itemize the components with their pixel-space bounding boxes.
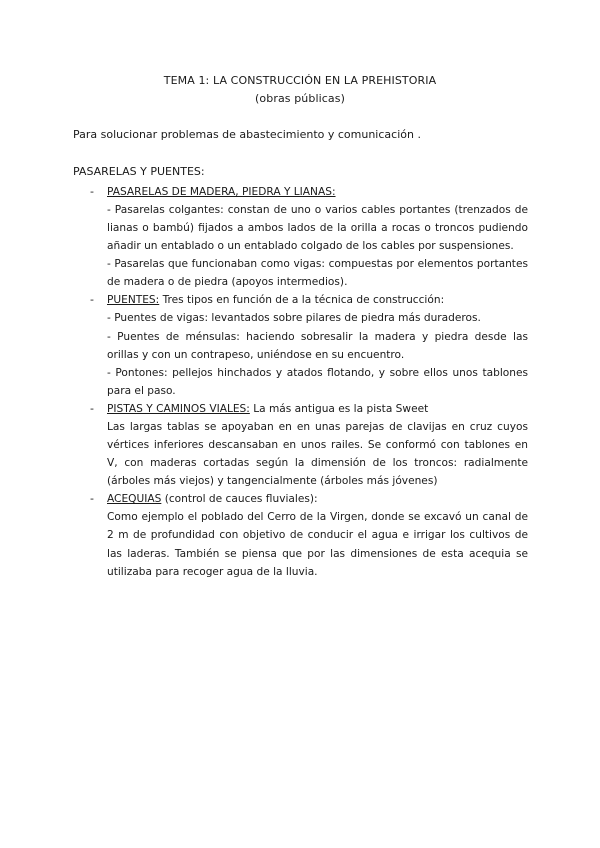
- list-item-pistas: [90, 400, 528, 490]
- list-item-pasarelas: [90, 183, 528, 291]
- list-item-acequias: [90, 490, 528, 580]
- item-paragraph: - Pontones: pellejos hinchados y atados flotando, y sobre ellos unos tablones para el paso.: [107, 366, 528, 397]
- item-heading: [107, 400, 528, 418]
- list-item-puentes: [90, 291, 528, 399]
- item-paragraph: - Puentes de vigas: levantados sobre pilares de piedra más duraderos.: [107, 312, 481, 325]
- dash-bullet-icon: -: [90, 401, 94, 415]
- item-heading-underlined: PUENTES:: [107, 294, 160, 307]
- item-heading: [107, 490, 528, 508]
- item-heading-rest: La más antigua es la pista Sweet: [249, 402, 429, 415]
- intro-paragraph: Para solucionar problemas de abastecimiento y comunicación .: [73, 128, 421, 141]
- item-paragraph: - Puentes de ménsulas: haciendo sobresalir la madera y piedra desde las orillas y con un contrapeso, uniéndose en su encuentro.: [107, 330, 528, 361]
- topic-list: [90, 183, 528, 581]
- item-paragraph: Las largas tablas se apoyaban en en unas parejas de clavijas en cruz cuyos vértices inferiores descansaban en unos railes. Se conformó con tablones en V, con maderas cortadas según la dimensión de los troncos: radialmente (árboles más viejos) y tangencialmente (árboles más jóvenes): [107, 420, 528, 488]
- item-paragraph: - Pasarelas colgantes: constan de uno o varios cables portantes (trenzados de lianas o bambú) fijados a ambos lados de la orilla a rocas o troncos pudiendo añadir un entablado o un entablado colgado de los cables por suspensiones.: [107, 204, 528, 253]
- dash-bullet-icon: -: [90, 293, 94, 307]
- item-paragraph: - Pasarelas que funcionaban como vigas: compuestas por elementos portantes de madera o de piedra (apoyos intermedios).: [107, 258, 528, 289]
- item-heading-underlined: ACEQUIAS: [107, 493, 162, 506]
- item-heading-underlined: PISTAS Y CAMINOS VIALES:: [107, 402, 250, 415]
- item-heading-rest: Tres tipos en función de a la técnica de construcción:: [159, 294, 445, 307]
- dash-bullet-icon: -: [90, 492, 94, 506]
- item-heading-rest: (control de cauces fluviales):: [161, 493, 318, 506]
- section-heading: PASARELAS Y PUENTES:: [73, 165, 205, 178]
- item-heading: [107, 183, 528, 201]
- document-subtitle: (obras públicas): [255, 92, 345, 105]
- item-heading-underlined: PASARELAS DE MADERA, PIEDRA Y LIANAS:: [107, 186, 336, 198]
- dash-bullet-icon: -: [90, 185, 94, 198]
- document-title: TEMA 1: LA CONSTRUCCIÓN EN LA PREHISTORIA: [163, 74, 437, 87]
- item-heading: [107, 291, 528, 309]
- item-paragraph: Como ejemplo el poblado del Cerro de la Virgen, donde se excavó un canal de 2 m de profundidad con objetivo de conducir el agua e irrigar los cultivos de las laderas. También se piensa que por las dimensiones de esta acequia se utilizaba para recoger agua de la lluvia.: [107, 511, 528, 578]
